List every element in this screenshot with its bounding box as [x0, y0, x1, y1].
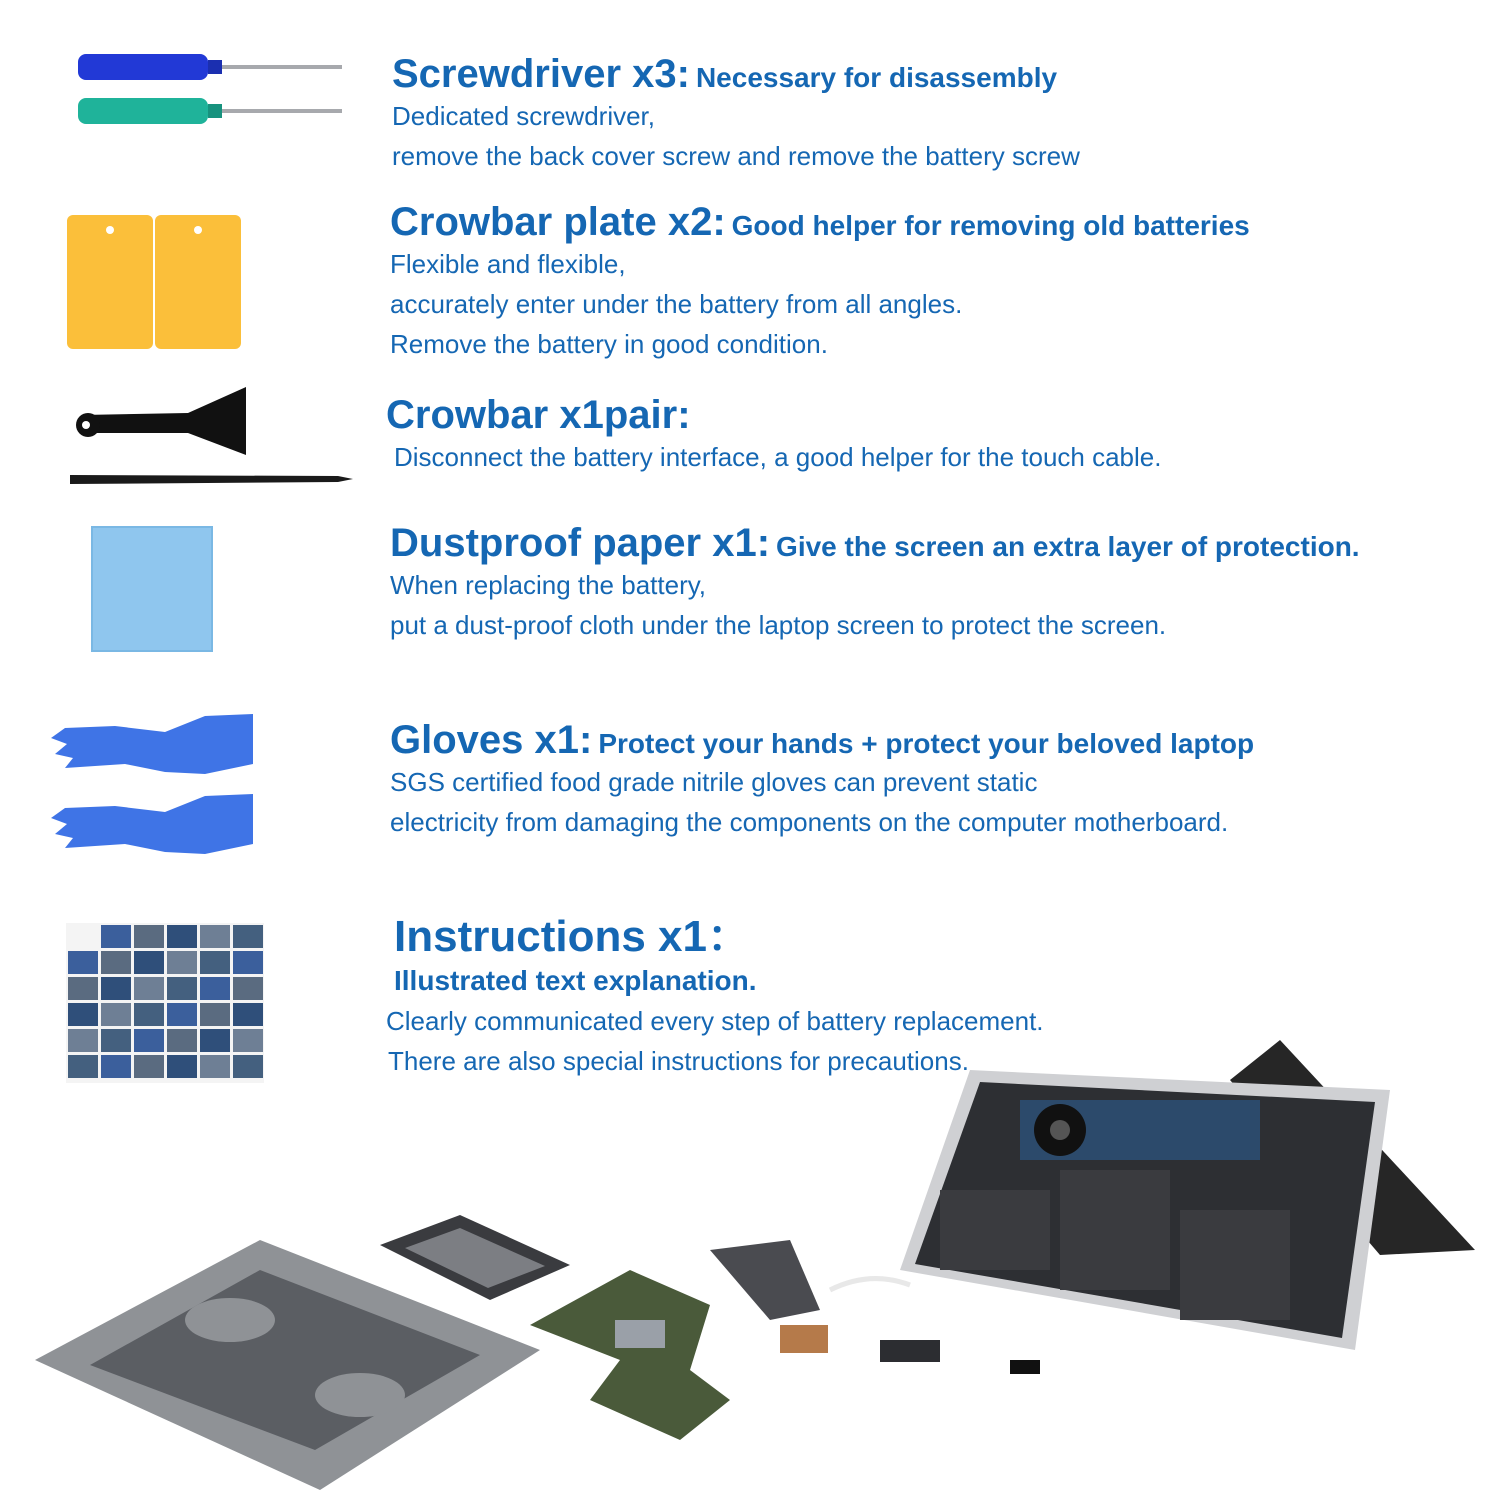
- instruction-photo-thumb: [233, 951, 263, 974]
- item-tagline: Protect your hands + protect your beloved laptop: [598, 728, 1255, 759]
- instruction-photo-thumb: [167, 925, 197, 948]
- instruction-photo-thumb: [233, 977, 263, 1000]
- item-tagline: Give the screen an extra layer of protection.: [776, 531, 1360, 562]
- instruction-photo-thumb: [200, 951, 230, 974]
- item-description-line: Remove the battery in good condition.: [390, 329, 828, 359]
- item-title: [386, 393, 1161, 437]
- instruction-photo-thumb: [134, 951, 164, 974]
- spudger-icon: [68, 385, 358, 490]
- item-text: [390, 521, 1360, 645]
- item-tagline: Illustrated text explanation.: [394, 965, 757, 997]
- item-name: Screwdriver x3:: [392, 52, 690, 96]
- item-tagline: Necessary for disassembly: [695, 62, 1058, 93]
- instruction-photo-thumb: [200, 977, 230, 1000]
- instruction-photo-thumb: [101, 925, 131, 948]
- item-name: Gloves x1:: [390, 718, 593, 762]
- item-text: [390, 200, 1250, 364]
- disassembled-laptop-icon: [30, 1020, 1480, 1490]
- instruction-photo-thumb: [134, 925, 164, 948]
- item-title: [390, 718, 1254, 762]
- item-name: Crowbar x1pair:: [386, 393, 691, 437]
- instruction-photo-thumb: [134, 977, 164, 1000]
- item-description-line: accurately enter under the battery from all angles.: [390, 289, 963, 319]
- item-title: [390, 521, 1360, 565]
- item-description-line: There are also special instructions for precautions.: [388, 1046, 969, 1077]
- item-name: Dustproof paper x1:: [390, 521, 771, 565]
- item-description-line: When replacing the battery,: [390, 570, 707, 600]
- screwdriver-icon: [72, 48, 352, 128]
- item-description-line: Dedicated screwdriver,: [392, 101, 655, 131]
- item-screwdriver: [0, 40, 1500, 180]
- item-spudger: [0, 385, 1500, 495]
- instruction-photo-thumb: [68, 977, 98, 1000]
- item-title: [394, 913, 1044, 961]
- item-tagline: Good helper for removing old batteries: [731, 210, 1250, 241]
- instruction-photo-thumb: [233, 925, 263, 948]
- instruction-photo-thumb: [167, 951, 197, 974]
- instruction-photo-thumb: [68, 951, 98, 974]
- item-pry-plate: [0, 200, 1500, 365]
- item-title: [390, 200, 1250, 244]
- item-name: Crowbar plate x2:: [390, 200, 726, 244]
- item-title: [392, 52, 1080, 96]
- instruction-photo-thumb: [167, 977, 197, 1000]
- dust-paper-icon: [90, 525, 215, 653]
- item-gloves: [0, 700, 1500, 860]
- pry-plate-icon: [65, 213, 245, 353]
- item-description-line: remove the back cover screw and remove the battery screw: [392, 141, 1080, 171]
- instruction-photo-thumb: [200, 925, 230, 948]
- item-description-line: SGS certified food grade nitrile gloves can prevent static: [390, 767, 1038, 797]
- item-description-line: Flexible and flexible,: [390, 249, 626, 279]
- instruction-photo-thumb: [101, 977, 131, 1000]
- item-text: [392, 52, 1080, 176]
- item-dust-paper: [0, 515, 1500, 665]
- gloves-icon: [45, 702, 260, 857]
- item-text: [390, 718, 1254, 842]
- item-description-line: Disconnect the battery interface, a good helper for the touch cable.: [394, 442, 1162, 472]
- item-description-line: put a dust-proof cloth under the laptop screen to protect the screen.: [390, 610, 1167, 640]
- item-text: [386, 393, 1161, 477]
- item-description-line: Clearly communicated every step of battery replacement.: [386, 1006, 1044, 1037]
- item-name: Instructions x1：: [394, 912, 751, 961]
- instruction-photo-thumb: [101, 951, 131, 974]
- item-description-line: electricity from damaging the components on the computer motherboard.: [390, 807, 1229, 837]
